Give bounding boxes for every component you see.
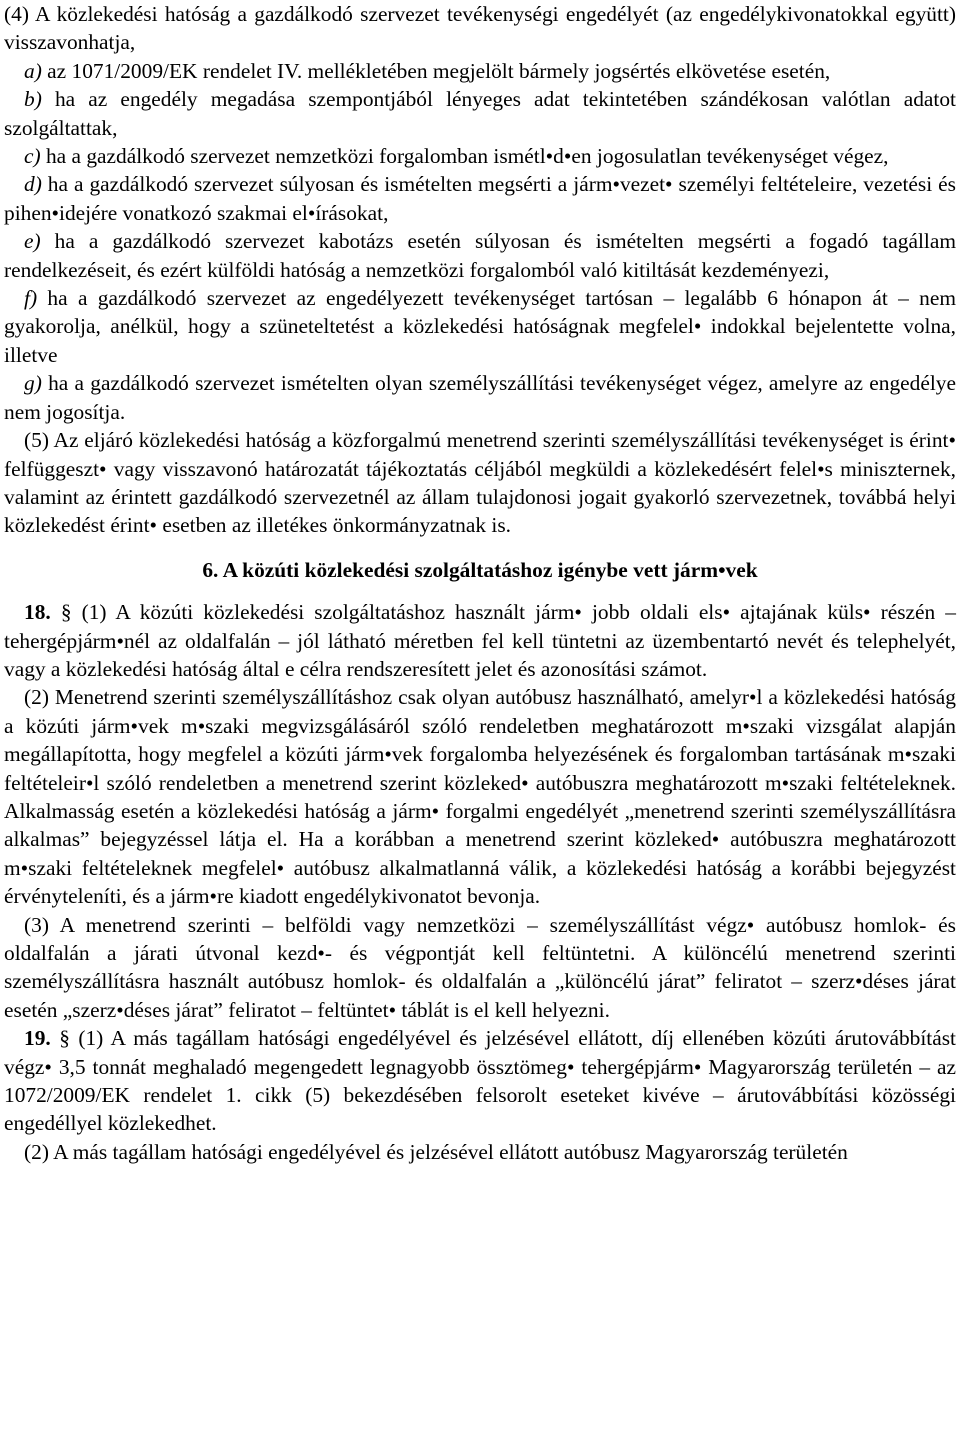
list-item-4e [4, 227, 956, 284]
section-heading [4, 556, 956, 584]
section-number: 19. [24, 1026, 51, 1051]
list-letter: c) [24, 144, 41, 169]
list-item-text: ha a gazdálkodó szervezet az engedélyezett tevékenységet tartósan – legalább 6 hónapon át – nem gyakorolja, anélkül, hogy a szüneteltetést a közlekedési hatóságnak megfelel• indokkal bejelentette volna, illetve [4, 286, 956, 367]
list-letter: d) [24, 172, 42, 197]
list-item-text: ha a gazdálkodó szervezet súlyosan és ismételten megsérti a járm•vezet• személyi feltételeire, vezetési és pihen•idejére vonatkozó szakmai el•írásokat, [4, 172, 956, 225]
list-item-text: ha a gazdálkodó szervezet nemzetközi forgalomban ismétl•d•en jogosulatlan tevékenységet végez, [40, 144, 889, 169]
paragraph-text: (4) A közlekedési hatóság a gazdálkodó szervezet tevékenységi engedélyét (az engedélykivonatokkal együtt) visszavonhatja, [4, 2, 956, 55]
section-19-paragraph-2 [4, 1138, 956, 1166]
heading-text: 6. A közúti közlekedési szolgáltatáshoz igénybe vett járm•vek [202, 557, 758, 582]
list-item-4f [4, 284, 956, 369]
list-item-text: az 1071/2009/EK rendelet IV. mellékletében megjelölt bármely jogsértés elkövetése esetén, [41, 58, 831, 83]
list-item-text: ha az engedély megadása szempontjából lényeges adat tekintetében szándékosan valótlan adatot szolgáltattak, [4, 87, 956, 140]
paragraph-text: § (1) A közúti közlekedési szolgáltatáshoz használt járm• jobb oldali els• ajtajának küls• részén – tehergépjárm•nél az oldalfalán – jól látható méretben fel kell tüntetni az üzembentartó nevét és telephelyét, vagy a közlekedési hatóság által e célra rendszeresített jelet és azonosítási számot. [4, 600, 956, 681]
list-letter: f) [24, 286, 38, 311]
paragraph-5 [4, 426, 956, 540]
list-item-4c [4, 142, 956, 170]
list-letter: g) [24, 371, 42, 396]
paragraph-text: (2) Menetrend szerinti személyszállításhoz csak olyan autóbusz használható, amelyr•l a közlekedési hatóság a közúti járm•vek m•szaki megvizsgálásáról szóló rendeletben meghatározott m•szaki vizsgálat alapján megállapította, hogy megfelel a közúti járm•vek forgalomba helyezésének és forgalomban tartásának m•szaki feltételeir•l szóló rendeletben a menetrend szerint közleked• autóbuszra meghatározott m•szaki feltételeknek. Alkalmasság esetén a közlekedési hatóság a járm• forgalmi engedélyét „menetrend szerinti személyszállításra alkalmas” bejegyzéssel látja el. Ha a korábban a menetrend szerint közleked• autóbuszra meghatározott m•szaki feltételeknek megfelel• autóbusz alkalmatlanná válik, a közlekedési hatóság a korábbi bejegyzést érvényteleníti, és a járm•re kiadott engedélykivonatot bevonja. [4, 685, 956, 909]
section-19-paragraph-1 [4, 1024, 956, 1138]
list-letter: a) [24, 58, 42, 83]
list-item-4d [4, 170, 956, 227]
list-item-4g [4, 369, 956, 426]
list-item-text: ha a gazdálkodó szervezet kabotázs esetén súlyosan és ismételten megsérti a fogadó tagállam rendelkezéseit, és ezért külföldi hatóság a nemzetközi forgalomból való kitiltását kezdeményezi, [4, 229, 956, 282]
list-item-4b [4, 85, 956, 142]
paragraph-text: (2) A más tagállam hatósági engedélyével és jelzésével ellátott autóbusz Magyarország területén [24, 1139, 848, 1164]
section-18-paragraph-3 [4, 911, 956, 1025]
paragraph-4 [4, 0, 956, 57]
list-item-4a [4, 57, 956, 85]
paragraph-text: (5) Az eljáró közlekedési hatóság a közforgalmú menetrend szerinti személyszállítási tevékenységet is érint• felfüggeszt• vagy visszavonó határozatát tájékoztatás céljából megküldi a közlekedésért felel•s miniszternek, valamint az érintett gazdálkodó szervezetnél az állam tulajdonosi jogait gyakorló szervezetnek, továbbá helyi közlekedést érint• esetben az illetékes önkormányzatnak is. [4, 428, 956, 538]
list-item-text: ha a gazdálkodó szervezet ismételten olyan személyszállítási tevékenységet végez, amelyre az engedélye nem jogosítja. [4, 371, 956, 424]
list-letter: e) [24, 229, 41, 254]
section-18-paragraph-2 [4, 683, 956, 910]
paragraph-text: § (1) A más tagállam hatósági engedélyével és jelzésével ellátott, díj ellenében közúti árutovábbítást végz• 3,5 tonnát meghaladó megengedett legnagyobb össztömeg• tehergépjárm• Magyarország területén – az 1072/2009/EK rendelet 1. cikk (5) bekezdésében felsorolt eseteket kivéve – árutovábbítási közösségi engedéllyel közlekedhet. [4, 1026, 956, 1136]
paragraph-text: (3) A menetrend szerinti – belföldi vagy nemzetközi – személyszállítást végz• autóbusz homlok- és oldalfalán a járati útvonal kezd•- és végpontját kell feltüntetni. A különcélú menetrend szerinti személyszállításra használt autóbusz homlok- és oldalfalán a „különcélú járat” feliratot – szerz•déses járat esetén „szerz•déses járat” feliratot – feltüntet• táblát is el kell helyezni. [4, 912, 956, 1022]
list-letter: b) [24, 87, 42, 112]
section-18-paragraph-1 [4, 598, 956, 683]
section-number: 18. [24, 600, 51, 625]
